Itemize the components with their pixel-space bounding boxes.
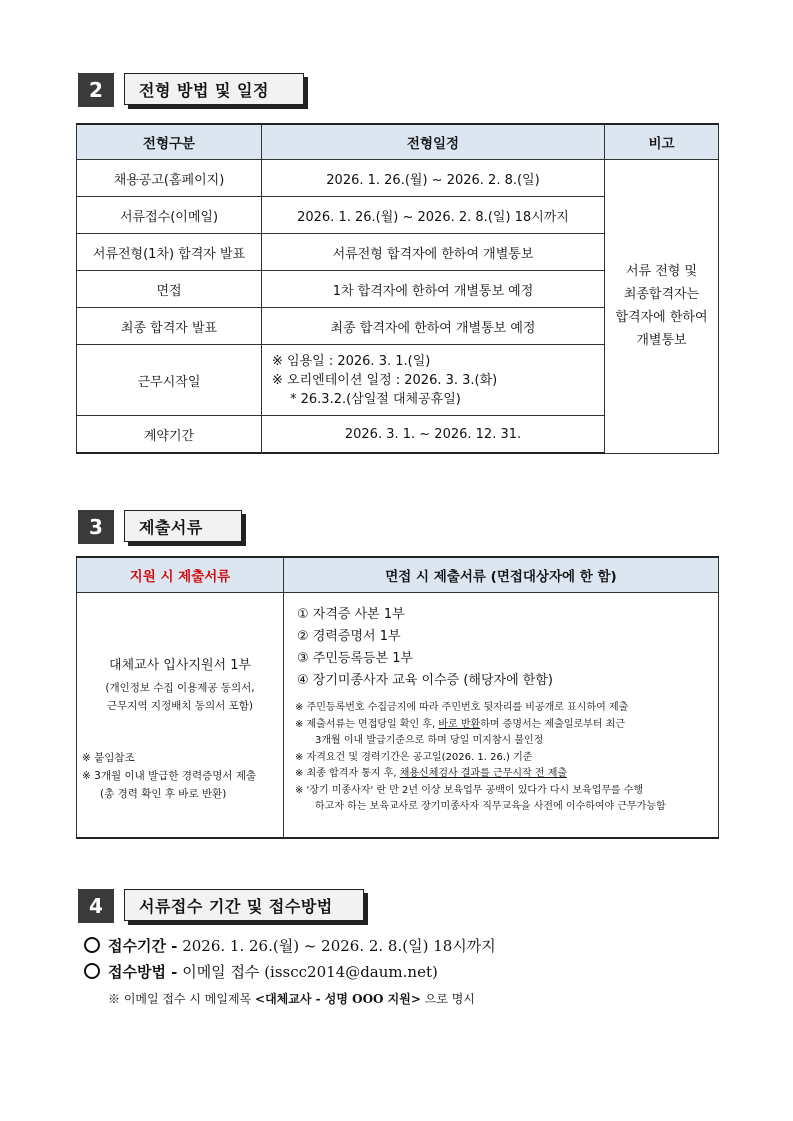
row-schedule: 2026. 1. 26.(월) ~ 2026. 2. 8.(일) 18시까지 xyxy=(262,197,605,234)
header-apply-docs: 지원 시 제출서류 xyxy=(77,557,284,593)
apply-docs-cell xyxy=(77,593,284,839)
email-address: 이메일 접수 (isscc2014@daum.net) xyxy=(182,963,438,981)
interview-note: ※ 제출서류는 면접당일 확인 후, 바로 반환하며 증명서는 제출일로부터 최근 xyxy=(295,718,625,730)
interview-note: 하고자 하는 보육교사로 장기미종사자 직무교육을 사전에 이수하여야 근무가능함 xyxy=(315,801,666,812)
section3-number: 3 xyxy=(78,510,114,544)
list-item: ① 자격증 사본 1부 xyxy=(297,607,405,622)
table-row xyxy=(77,160,719,197)
header-category: 전형구분 xyxy=(77,124,262,160)
row-category: 서류접수(이메일) xyxy=(77,197,262,234)
apply-note: ※ 붙임참조 xyxy=(82,752,135,764)
note-line: 개별통보 xyxy=(636,333,687,349)
row-schedule: 서류전형 합격자에 한하여 개별통보 xyxy=(262,234,605,271)
row-category: 최종 합격자 발표 xyxy=(77,308,262,345)
note-cell xyxy=(605,160,719,454)
interview-note: ※ '장기 미종사자' 란 만 2년 이상 보육업무 공백이 있다가 다시 보육업무를 수행 xyxy=(295,784,644,796)
interview-notes xyxy=(285,692,717,822)
section4-number: 4 xyxy=(78,889,114,923)
row-category: 면접 xyxy=(77,271,262,308)
header-note: 비고 xyxy=(605,124,719,160)
interview-note: ※ 자격요건 및 경력기간은 공고일(2026. 1. 26.) 기준 xyxy=(295,751,533,763)
row-schedule: 최종 합격자에 한하여 개별통보 예정 xyxy=(262,308,605,345)
row-schedule: 2026. 3. 1. ~ 2026. 12. 31. xyxy=(262,416,605,454)
circle-bullet-icon xyxy=(84,963,100,979)
section2-number: 2 xyxy=(78,73,114,107)
apply-note: (총 경력 확인 후 바로 반환) xyxy=(100,788,227,800)
apply-sub xyxy=(78,679,282,715)
schedule-line: * 26.3.2.(삼일절 대체공휴일) xyxy=(290,391,461,407)
row-category: 계약기간 xyxy=(77,416,262,454)
interview-docs-list xyxy=(285,594,717,692)
list-item: ② 경력증명서 1부 xyxy=(297,629,401,644)
documents-table-header xyxy=(77,557,719,593)
interview-note: ※ 주민등록번호 수집금지에 따라 주민번호 뒷자리를 비공개로 표시하여 제출 xyxy=(295,702,629,713)
row-schedule: 1차 합격자에 한하여 개별통보 예정 xyxy=(262,271,605,308)
schedule-line: ※ 오리엔테이션 일정 : 2026. 3. 3.(화) xyxy=(272,372,498,388)
apply-sub-line: 근무지역 지정배치 동의서 포함) xyxy=(107,700,253,712)
row-category: 채용공고(홈페이지) xyxy=(77,160,262,197)
apply-note: ※ 3개월 이내 발급한 경력증명서 제출 xyxy=(82,770,257,782)
documents-table xyxy=(76,556,719,839)
apply-notes xyxy=(78,749,282,803)
interview-note: ※ 최종 합격자 통지 후, 채용신체검사 결과를 근무시작 전 제출 xyxy=(295,768,568,779)
header-interview-docs: 면접 시 제출서류 (면접대상자에 한 함) xyxy=(284,557,719,593)
note-line: 최종합격자는 xyxy=(623,287,700,303)
interview-docs-cell xyxy=(284,593,719,839)
table-row xyxy=(77,593,719,839)
schedule-table xyxy=(76,123,719,454)
row-category: 근무시작일 xyxy=(77,345,262,416)
circle-bullet-icon xyxy=(84,937,100,953)
receipt-method: 접수방법 - 이메일 접수 (isscc2014@daum.net) xyxy=(84,961,438,982)
header-schedule: 전형일정 xyxy=(262,124,605,160)
apply-sub-line: (개인정보 수집 이용제공 동의서, xyxy=(105,682,255,694)
interview-note: 3개월 이내 발급기준으로 하며 당일 미지참시 불인정 xyxy=(315,735,544,746)
row-schedule xyxy=(262,345,605,416)
section2-title: 전형 방법 및 일정 xyxy=(124,73,304,105)
email-subject-note: ※ 이메일 접수 시 메일제목 <대체교사 - 성명 OOO 지원> 으로 명시 xyxy=(108,992,475,1006)
note-line: 서류 전형 및 xyxy=(625,264,698,280)
list-item: ④ 장기미종사자 교육 이수증 (해당자에 한함) xyxy=(297,673,553,688)
section4-title: 서류접수 기간 및 접수방법 xyxy=(124,889,364,921)
row-category: 서류전형(1차) 합격자 발표 xyxy=(77,234,262,271)
schedule-table-header xyxy=(77,124,719,160)
list-item: ③ 주민등록등본 1부 xyxy=(297,651,414,666)
schedule-line: ※ 임용일 : 2026. 3. 1.(일) xyxy=(272,353,431,369)
note-line: 합격자에 한하여 xyxy=(615,310,708,326)
apply-main: 대체교사 입사지원서 1부 xyxy=(108,658,252,673)
receipt-period: 접수기간 - 2026. 1. 26.(월) ~ 2026. 2. 8.(일) 18시까지 xyxy=(84,935,496,956)
row-schedule: 2026. 1. 26.(월) ~ 2026. 2. 8.(일) xyxy=(262,160,605,197)
section3-title: 제출서류 xyxy=(124,510,242,542)
